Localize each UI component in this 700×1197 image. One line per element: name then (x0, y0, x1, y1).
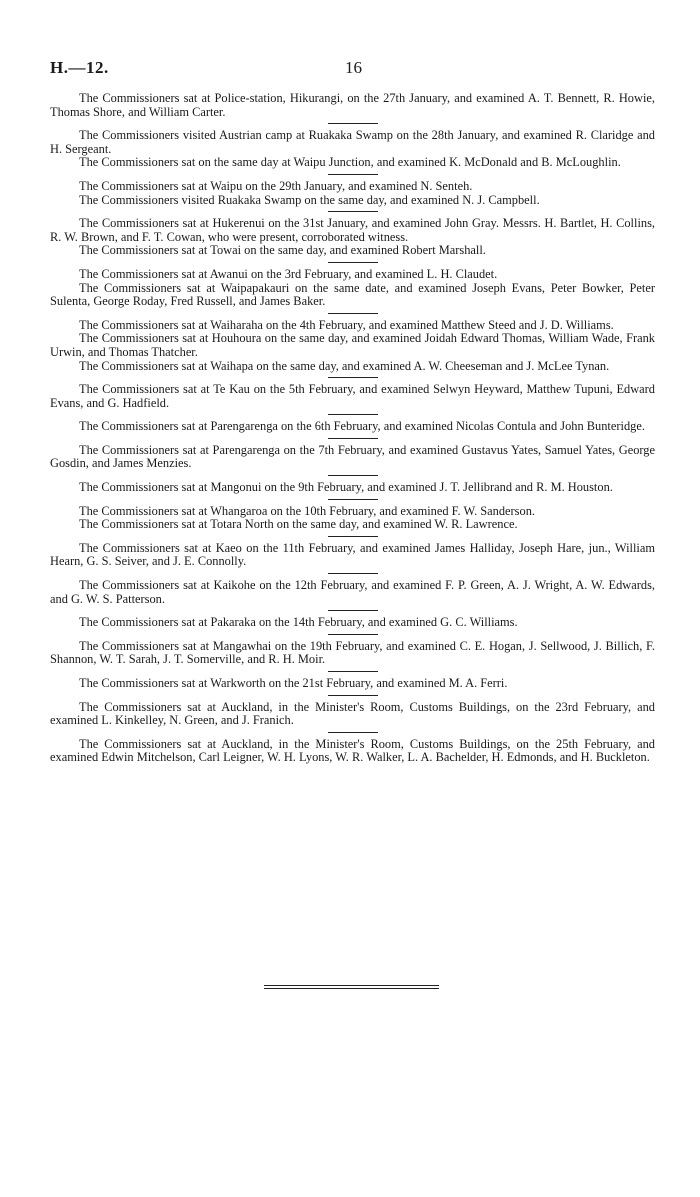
section (50, 579, 655, 606)
paragraph: The Commissioners sat at Houhoura on the same day, and examined Joidah Edward Thomas, William Wade, Frank Urwin, and Thomas Thatcher. (50, 331, 655, 359)
paragraph: The Commissioners sat at Warkworth on the 21st February, and examined M. A. Ferri. (79, 676, 508, 690)
section-divider-rule (328, 211, 378, 212)
section-divider-rule (328, 174, 378, 175)
section-divider-rule (328, 573, 378, 574)
section-divider-rule (328, 536, 378, 537)
section (50, 542, 655, 569)
section (50, 383, 655, 410)
section (50, 268, 655, 309)
section (50, 701, 655, 728)
section-divider-rule (328, 499, 378, 500)
section-divider-rule (328, 262, 378, 263)
section (50, 738, 655, 765)
page-header (50, 58, 655, 80)
paragraph: The Commissioners sat at Waipapakauri on the same date, and examined Joseph Evans, Peter Bowker, Peter Sulenta, George Roday, Fred Russell, and James Baker. (50, 280, 655, 309)
paragraph: The Commissioners sat at Kaikohe on the 12th February, and examined F. P. Green, A. J. Wright, A. W. Edwards, and G. W. S. Patterson. (50, 578, 655, 606)
section (50, 420, 655, 434)
section (50, 180, 655, 207)
paragraph: The Commissioners sat at Te Kau on the 5th February, and examined Selwyn Heyward, Matthew Tupuni, Edward Evans, and G. Hadfield. (50, 382, 655, 410)
paragraph: The Commissioners sat at Totara North on the same day, and examined W. R. Lawrence. (79, 517, 518, 532)
section-divider-rule (328, 123, 378, 124)
section-divider-rule (328, 414, 378, 415)
section (50, 481, 655, 495)
section (50, 217, 655, 258)
paragraph: The Commissioners sat at Hukerenui on the 31st January, and examined John Gray. Messrs. H. Bartlet, H. Collins, R. W. Brown, and F. T. Cowan, who were present, corroborated witness. (50, 216, 655, 244)
section-divider-rule (328, 732, 378, 733)
section-divider-rule (328, 634, 378, 635)
paragraph: The Commissioners sat at Waipu on the 29th January, and examined N. Senteh. (79, 178, 473, 193)
paragraph: The Commissioners visited Austrian camp at Ruakaka Swamp on the 28th January, and examined R. Claridge and H. Sergeant. (50, 128, 655, 156)
paragraph: The Commissioners sat at Whangaroa on the 10th February, and examined F. W. Sanderson. (79, 503, 535, 518)
paragraph: The Commissioners sat at Awanui on the 3rd February, and examined L. H. Claudet. (79, 266, 498, 281)
paragraph: The Commissioners sat at Waiharaha on the 4th February, and examined Matthew Steed and J. D. Williams. (79, 317, 614, 332)
section (50, 616, 655, 630)
section (50, 505, 655, 532)
section-divider-rule (328, 313, 378, 314)
paragraph: The Commissioners sat at Towai on the same day, and examined Robert Marshall. (79, 243, 486, 258)
section-divider-rule (328, 671, 378, 672)
section (50, 129, 655, 170)
paragraph: The Commissioners sat at Kaeo on the 11th February, and examined James Halliday, Joseph Hare, jun., William Hearn, G. S. Seiver, and J. E. Connolly. (50, 540, 655, 569)
paragraph: The Commissioners sat at Parengarenga on the 7th February, and examined Gustavus Yates, Samuel Yates, George Gosdin, and James Menzies. (50, 442, 655, 471)
paragraph: The Commissioners visited Ruakaka Swamp on the same day, and examined N. J. Campbell. (79, 192, 540, 207)
paragraph: The Commissioners sat at Mangonui on the 9th February, and examined J. T. Jellibrand and R. M. Houston. (79, 480, 613, 495)
section-divider-rule (328, 377, 378, 378)
section (50, 92, 655, 119)
document-reference: H.—12. (50, 58, 109, 77)
section-divider-rule (328, 475, 378, 476)
paragraph: The Commissioners sat at Auckland, in the Minister's Room, Customs Buildings, on the 23rd February, and examined L. Kinkelley, N. Green, and J. Franich. (50, 699, 655, 728)
section (50, 677, 655, 691)
section (50, 319, 655, 373)
document-body (50, 92, 655, 765)
paragraph: The Commissioners sat at Police-station, Hikurangi, on the 27th January, and examined A. T. Bennett, R. Howie, Thomas Shore, and William Carter. (50, 91, 655, 119)
end-of-document-rule (264, 985, 439, 989)
page-number: 16 (345, 58, 362, 77)
section-divider-rule (328, 695, 378, 696)
section-divider-rule (328, 610, 378, 611)
paragraph: The Commissioners sat at Parengarenga on the 6th February, and examined Nicolas Contula and John Bunteridge. (79, 419, 645, 434)
section (50, 444, 655, 471)
paragraph: The Commissioners sat at Mangawhai on the 19th February, and examined C. E. Hogan, J. Sellwood, J. Billich, F. Shannon, W. T. Sarah, J. T. Somerville, and R. H. Moir. (50, 638, 655, 667)
paragraph: The Commissioners sat at Pakaraka on the 14th February, and examined G. C. Williams. (79, 615, 518, 630)
paragraph: The Commissioners sat at Auckland, in the Minister's Room, Customs Buildings, on the 25th February, and examined Edwin Mitchelson, Carl Leigner, W. H. Lyons, W. R. Walker, L. A. Bachelder, H. Edmonds, and H. Buckleton. (50, 736, 655, 765)
paragraph: The Commissioners sat at Waihapa on the same day, and examined A. W. Cheeseman and J. McLee Tynan. (79, 358, 610, 373)
paragraph: The Commissioners sat on the same day at Waipu Junction, and examined K. McDonald and B. McLoughlin. (79, 155, 621, 170)
section (50, 640, 655, 667)
section-divider-rule (328, 438, 378, 439)
